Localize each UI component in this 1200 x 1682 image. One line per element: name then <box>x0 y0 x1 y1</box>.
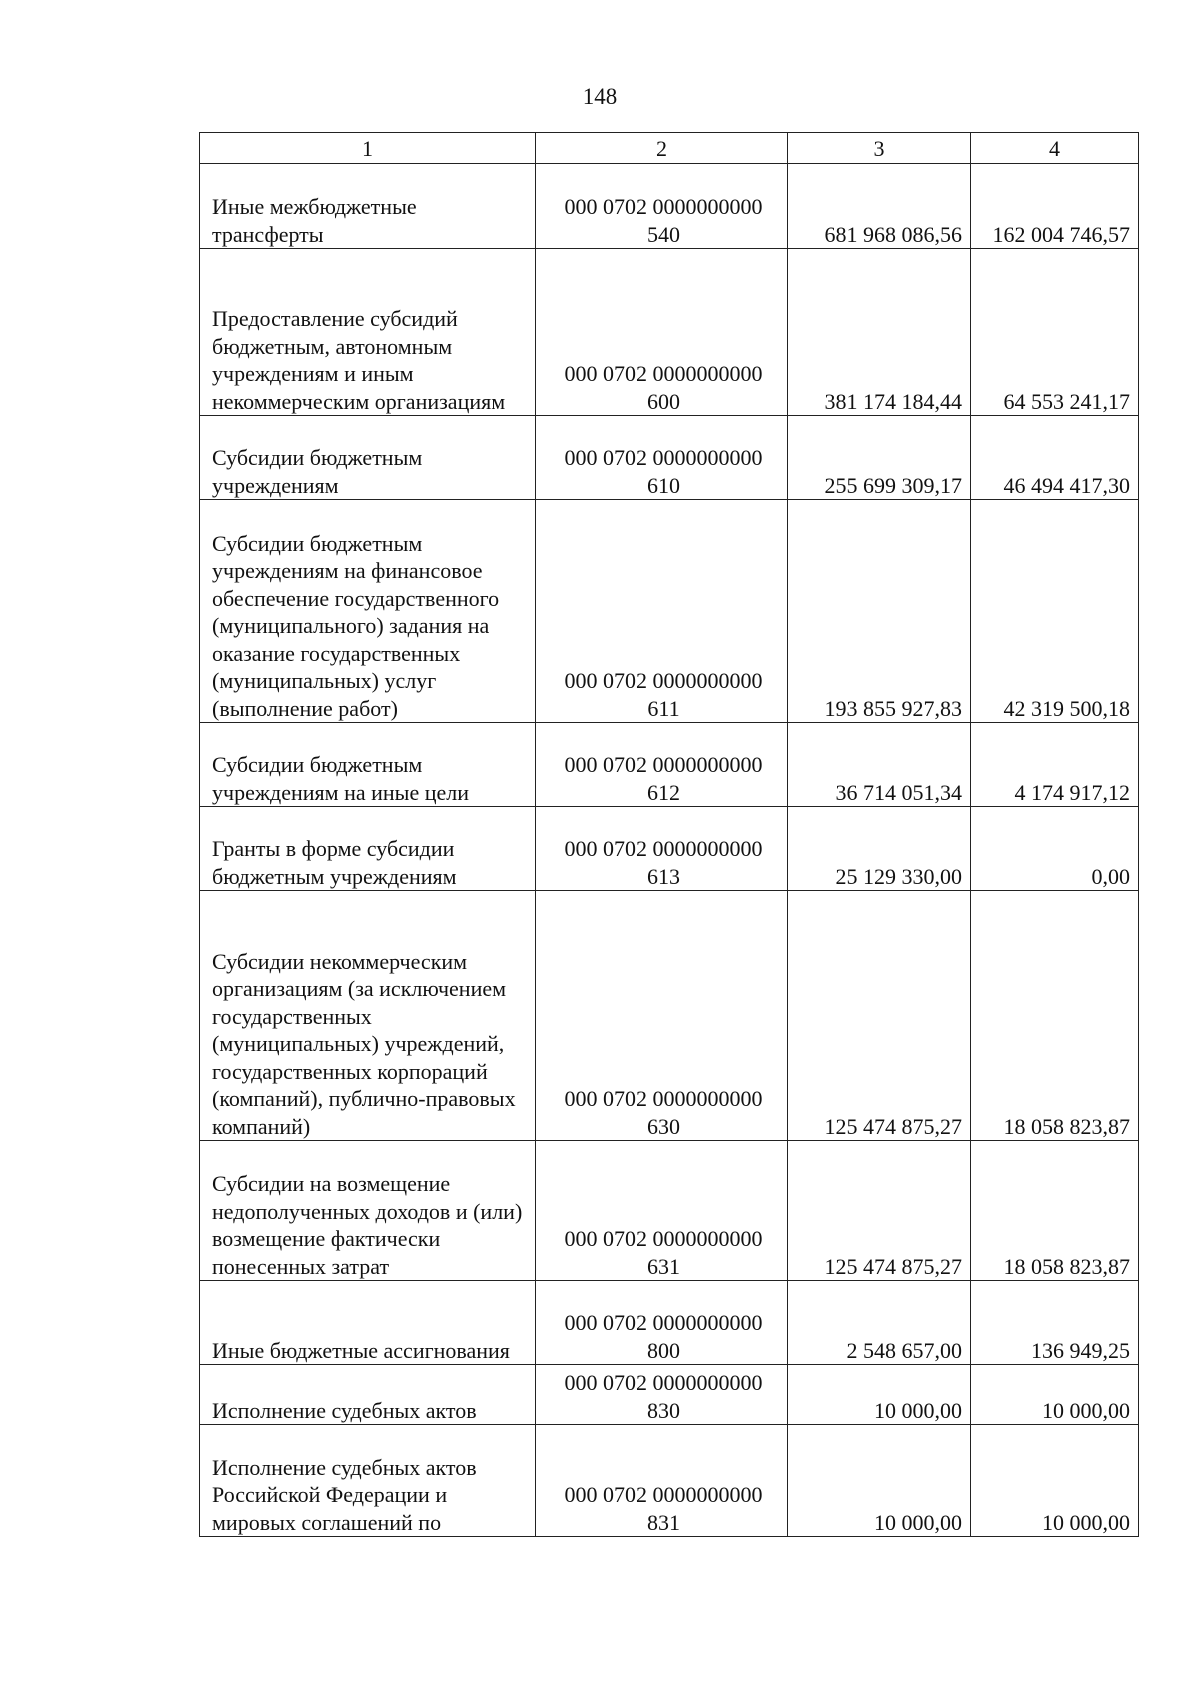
table-row <box>200 249 1139 416</box>
table-row <box>200 1281 1139 1365</box>
row-name: Субсидии на возмещение недополученных доходов и (или) возмещение фактически понесенных затрат <box>200 1141 536 1281</box>
column-header-3: 3 <box>788 133 971 164</box>
row-value-col4: 10 000,00 <box>971 1425 1139 1537</box>
row-value-col4: 42 319 500,18 <box>971 500 1139 723</box>
table-row <box>200 1425 1139 1537</box>
row-value-col3: 125 474 875,27 <box>788 1141 971 1281</box>
table-row <box>200 164 1139 249</box>
table-row <box>200 723 1139 807</box>
row-code: 000 0702 0000000000 611 <box>536 500 788 723</box>
row-value-col3: 10 000,00 <box>788 1365 971 1425</box>
row-value-col3: 381 174 184,44 <box>788 249 971 416</box>
row-value-col3: 36 714 051,34 <box>788 723 971 807</box>
row-code: 000 0702 0000000000 630 <box>536 891 788 1141</box>
row-code: 000 0702 0000000000 610 <box>536 416 788 500</box>
row-name: Исполнение судебных актов Российской Федерации и мировых соглашений по <box>200 1425 536 1537</box>
row-code: 000 0702 0000000000 800 <box>536 1281 788 1365</box>
table-row <box>200 416 1139 500</box>
row-value-col4: 0,00 <box>971 807 1139 891</box>
table-row <box>200 891 1139 1141</box>
row-value-col4: 136 949,25 <box>971 1281 1139 1365</box>
row-value-col4: 4 174 917,12 <box>971 723 1139 807</box>
column-header-2: 2 <box>536 133 788 164</box>
row-value-col3: 125 474 875,27 <box>788 891 971 1141</box>
table-row <box>200 807 1139 891</box>
table-row <box>200 1365 1139 1425</box>
row-code: 000 0702 0000000000 612 <box>536 723 788 807</box>
row-value-col3: 193 855 927,83 <box>788 500 971 723</box>
budget-execution-table <box>199 132 1139 1537</box>
row-value-col4: 46 494 417,30 <box>971 416 1139 500</box>
row-name: Субсидии бюджетным учреждениям на финансовое обеспечение государственного (муниципального) задания на оказание государственных (муниципальных) услуг (выполнение работ) <box>200 500 536 723</box>
row-code: 000 0702 0000000000 600 <box>536 249 788 416</box>
column-header-4: 4 <box>971 133 1139 164</box>
row-code: 000 0702 0000000000 613 <box>536 807 788 891</box>
row-value-col3: 25 129 330,00 <box>788 807 971 891</box>
row-name: Иные межбюджетные трансферты <box>200 164 536 249</box>
row-code: 000 0702 0000000000 830 <box>536 1365 788 1425</box>
row-name: Гранты в форме субсидии бюджетным учреждениям <box>200 807 536 891</box>
page-number: 148 <box>582 84 618 109</box>
row-value-col3: 255 699 309,17 <box>788 416 971 500</box>
row-value-col4: 10 000,00 <box>971 1365 1139 1425</box>
row-name: Иные бюджетные ассигнования <box>200 1281 536 1365</box>
row-value-col3: 10 000,00 <box>788 1425 971 1537</box>
row-value-col4: 18 058 823,87 <box>971 1141 1139 1281</box>
row-name: Субсидии некоммерческим организациям (за исключением государственных (муниципальных) учреждений, государственных корпораций (компаний), публично-правовых компаний) <box>200 891 536 1141</box>
row-value-col4: 18 058 823,87 <box>971 891 1139 1141</box>
row-value-col3: 681 968 086,56 <box>788 164 971 249</box>
row-name: Субсидии бюджетным учреждениям <box>200 416 536 500</box>
table-header-row <box>200 133 1139 164</box>
row-name: Исполнение судебных актов <box>200 1365 536 1425</box>
row-code: 000 0702 0000000000 631 <box>536 1141 788 1281</box>
column-header-1: 1 <box>200 133 536 164</box>
row-value-col4: 162 004 746,57 <box>971 164 1139 249</box>
row-value-col3: 2 548 657,00 <box>788 1281 971 1365</box>
row-value-col4: 64 553 241,17 <box>971 249 1139 416</box>
row-name: Субсидии бюджетным учреждениям на иные цели <box>200 723 536 807</box>
row-name: Предоставление субсидий бюджетным, автономным учреждениям и иным некоммерческим организациям <box>200 249 536 416</box>
row-code: 000 0702 0000000000 540 <box>536 164 788 249</box>
table-row <box>200 500 1139 723</box>
table-row <box>200 1141 1139 1281</box>
row-code: 000 0702 0000000000 831 <box>536 1425 788 1537</box>
